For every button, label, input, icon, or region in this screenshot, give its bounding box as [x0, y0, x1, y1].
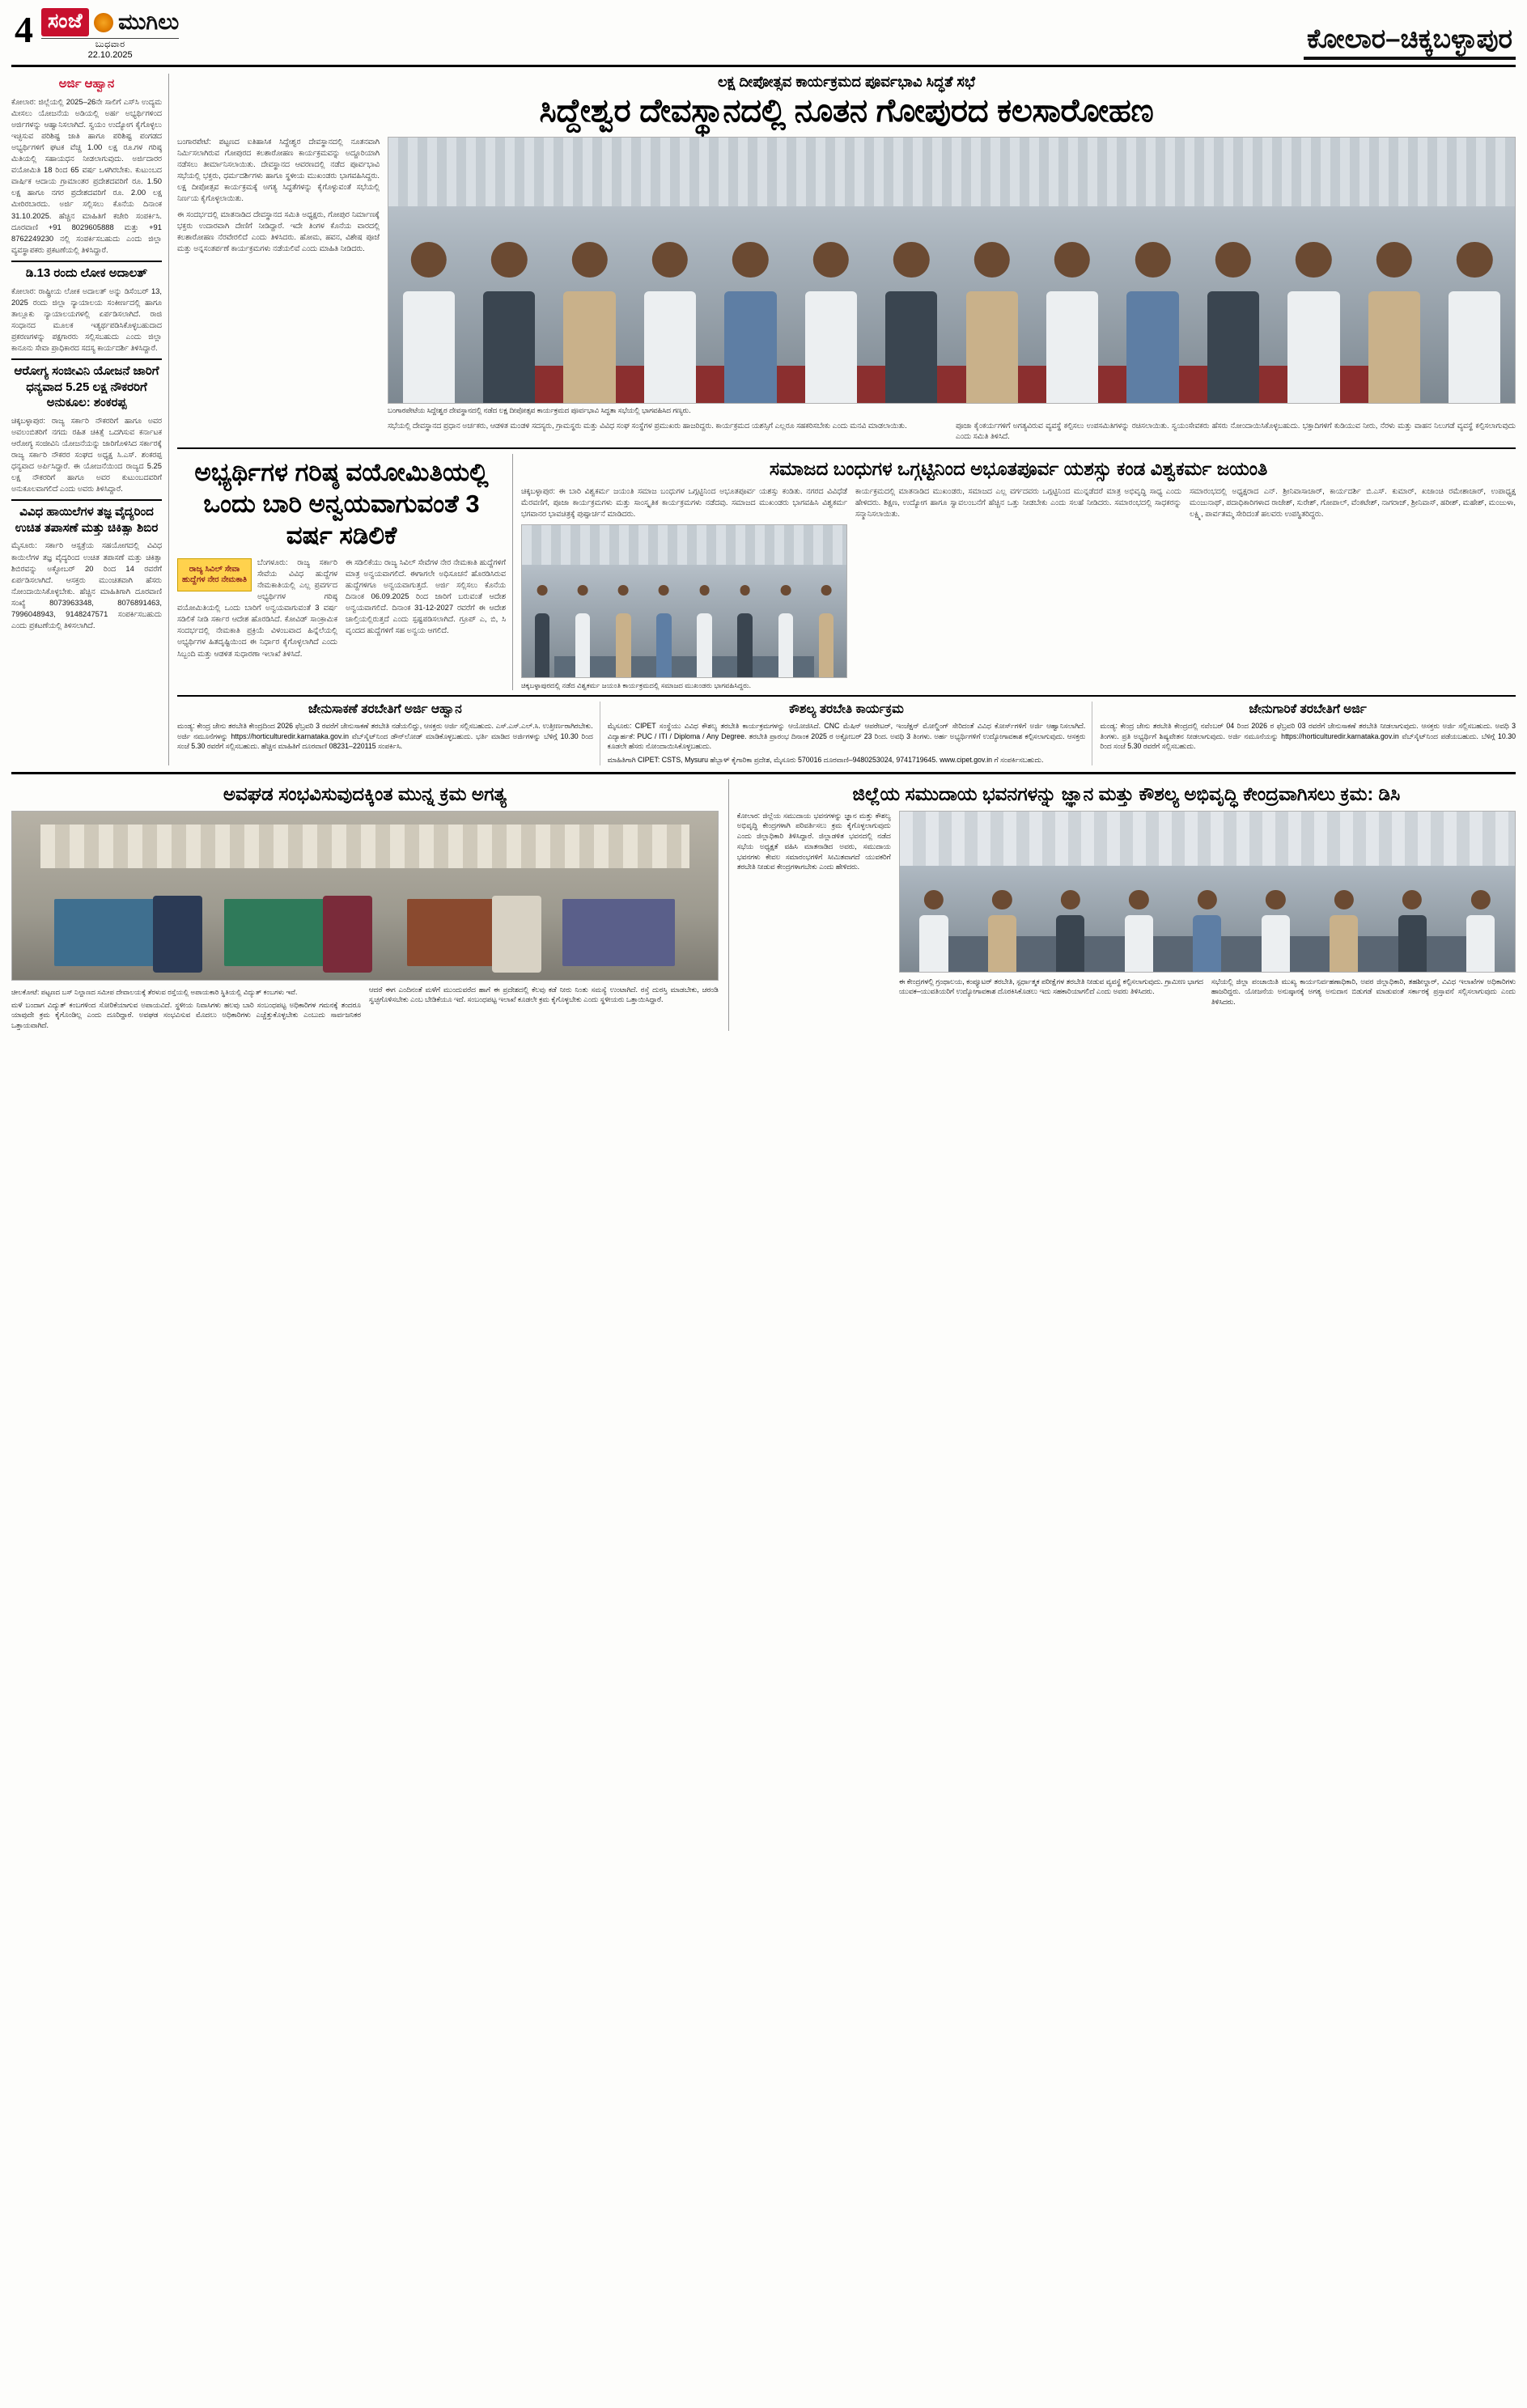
- top-story-photo: [388, 137, 1516, 404]
- story-badge: ರಾಜ್ಯ ಸಿವಿಲ್ ಸೇವಾ ಹುದ್ದೆಗಳ ನೇರ ನೇಮಕಾತಿ: [177, 558, 252, 591]
- story-col2: ಕಾರ್ಯಕ್ರಮದಲ್ಲಿ ಮಾತನಾಡಿದ ಮುಖಂಡರು, ಸಮಾಜದ ಎಲ್ಲ ವರ್ಗದವರು ಒಗ್ಗಟ್ಟಿನಿಂದ ಮುನ್ನಡೆದರೆ ಮಾತ್ರ ಅಭಿವೃದ್ಧಿ ಸಾಧ್ಯ ಎಂದು ಹೇಳಿದರು. ಶಿಕ್ಷಣ, ಉದ್ಯೋಗ ಹಾಗೂ ಸ್ವಾವಲಂಬನೆಗೆ ಹೆಚ್ಚಿನ ಒತ್ತು ನೀಡಬೇಕು ಎಂದು ಸಲಹೆ ನೀಡಿದರು. ಸಮಾರಂಭದಲ್ಲಿ ಸಾಧಕರನ್ನು ಸನ್ಮಾನಿಸಲಾಯಿತು.: [855, 486, 1181, 519]
- logo-word: ಮುಗಿಲು: [118, 9, 180, 34]
- top-story: [177, 74, 1516, 443]
- story-photo: [11, 811, 719, 981]
- notice-lok-adalat: [11, 265, 162, 354]
- notice-body: ಮೈಸೂರು: ಸರ್ಕಾರಿ ಆಸ್ಪತ್ರೆಯ ಸಹಯೋಗದಲ್ಲಿ ವಿವಿಧ ಕಾಯಿಲೆಗಳ ತಜ್ಞ ವೈದ್ಯರಿಂದ ಉಚಿತ ತಪಾಸಣೆ ಮತ್ತು ಚಿಕಿತ್ಸಾ ಶಿಬಿರವನ್ನು ಅಕ್ಟೋಬರ್ 20 ರಿಂದ 14 ರವರೆಗೆ ಏರ್ಪಡಿಸಲಾಗಿದೆ. ಆಸಕ್ತರು ಮುಂಚಿತವಾಗಿ ಹೆಸರು ನೋಂದಾಯಿಸಿಕೊಳ್ಳಬೇಕು. ಹೆಚ್ಚಿನ ಮಾಹಿತಿಗಾಗಿ ದೂರವಾಣಿ ಸಂಖ್ಯೆ 8073963348, 8076891463, 7996048943, 9148247571 ಸಂಪರ್ಕಿಸಬಹುದು ಎಂದು ಪ್ರಕಟಣೆಯಲ್ಲಿ ತಿಳಿಸಲಾಗಿದೆ.: [11, 541, 162, 630]
- notice-body: ಚಿಕ್ಕಬಳ್ಳಾಪುರ: ರಾಜ್ಯ ಸರ್ಕಾರಿ ನೌಕರರಿಗೆ ಹಾಗೂ ಅವರ ಅವಲಂಬಿತರಿಗೆ ನಗದು ರಹಿತ ಚಿಕಿತ್ಸೆ ಒದಗಿಸುವ ಕರ್ನಾಟಕ ಆರೋಗ್ಯ ಸಂಜೀವಿನಿ ಯೋಜನೆಯನ್ನು ಜಾರಿಗೊಳಿಸಿದ ಸರ್ಕಾರಕ್ಕೆ ರಾಜ್ಯ ಸರ್ಕಾರಿ ನೌಕರರ ಸಂಘದ ಅಧ್ಯಕ್ಷ ಸಿ.ಎಸ್. ಶಂಕರಪ್ಪ ಧನ್ಯವಾದ ಅರ್ಪಿಸಿದ್ದಾರೆ. ಈ ಯೋಜನೆಯಿಂದ ರಾಜ್ಯದ 5.25 ಲಕ್ಷ ನೌಕರರಿಗೆ ಹಾಗೂ ಅವರ ಕುಟುಂಬದವರಿಗೆ ಅನುಕೂಲವಾಗಲಿದೆ ಎಂದು ಅವರು ತಿಳಿಸಿದ್ದಾರೆ.: [11, 415, 162, 494]
- logo-badge: ಸಂಜೆ: [41, 8, 89, 36]
- notice-footer: ಮಾಹಿತಿಗಾಗಿ CIPET: CSTS, Mysuru ಹೆಬ್ಬಾಳ್ ಕೈಗಾರಿಕಾ ಪ್ರದೇಶ, ಮೈಸೂರು 570016 ದೂರವಾಣಿ–9480253024, 9741719645. www.cipet.gov.in ಗೆ ಸಂಪರ್ಕಿಸಬಹುದು.: [607, 756, 1044, 765]
- story-col2: ಈ ಕೇಂದ್ರಗಳಲ್ಲಿ ಗ್ರಂಥಾಲಯ, ಕಂಪ್ಯೂಟರ್ ತರಬೇತಿ, ಸ್ಪರ್ಧಾತ್ಮಕ ಪರೀಕ್ಷೆಗಳ ತರಬೇತಿ ನೀಡುವ ವ್ಯವಸ್ಥೆ ಕಲ್ಪಿಸಲಾಗುವುದು. ಗ್ರಾಮೀಣ ಭಾಗದ ಯುವಕ–ಯುವತಿಯರಿಗೆ ಉದ್ಯೋಗಾವಕಾಶ ದೊರಕಿಸಿಕೊಡಲು ಇದು ಸಹಕಾರಿಯಾಗಲಿದೆ ಎಂದು ಅವರು ತಿಳಿಸಿದರು.: [898, 977, 1203, 996]
- notice-arogya-sanjeevini: [11, 363, 162, 494]
- left-rail: [11, 74, 169, 765]
- story-vishwakarma-jayanti: [521, 454, 1516, 690]
- top-story-col4: ಪೂಜಾ ಕೈಂಕರ್ಯಗಳಿಗೆ ಅಗತ್ಯವಿರುವ ವ್ಯವಸ್ಥೆ ಕಲ್ಪಿಸಲು ಉಪಸಮಿತಿಗಳನ್ನು ರಚಿಸಲಾಯಿತು. ಸ್ವಯಂಸೇವಕರು ಹೆಸರು ನೋಂದಾಯಿಸಿಕೊಳ್ಳಬಹುದು. ಭಕ್ತಾದಿಗಳಿಗೆ ಕುಡಿಯುವ ನೀರು, ನೆರಳು ಮತ್ತು ವಾಹನ ನಿಲುಗಡೆ ವ್ಯವಸ್ಥೆ ಕಲ್ಪಿಸಲಾಗುವುದು ಎಂದು ಸಮಿತಿ ತಿಳಿಸಿದೆ.: [956, 421, 1516, 441]
- story-col1: ಚಿಕ್ಕಬಳ್ಳಾಪುರ: ಈ ಬಾರಿ ವಿಶ್ವಕರ್ಮ ಜಯಂತಿ ಸಮಾಜ ಬಂಧುಗಳ ಒಗ್ಗಟ್ಟಿನಿಂದ ಅಭೂತಪೂರ್ವ ಯಶಸ್ಸು ಕಂಡಿತು. ನಗರದ ವಿವಿಧೆಡೆ ಮೆರವಣಿಗೆ, ಪೂಜಾ ಕಾರ್ಯಕ್ರಮಗಳು ಮತ್ತು ಸಾಂಸ್ಕೃತಿಕ ಕಾರ್ಯಕ್ರಮಗಳು ನಡೆದವು. ಸಮಾಜದ ಮುಖಂಡರು ಭಾಗವಹಿಸಿ ವಿಶ್ವಕರ್ಮ ಭಗವಾನರ ಭಾವಚಿತ್ರಕ್ಕೆ ಪುಷ್ಪಾರ್ಚನೆ ಮಾಡಿದರು.: [521, 486, 847, 519]
- notice-body: ಕೋಲಾರ: ಜಿಲ್ಲೆಯಲ್ಲಿ 2025–26ನೇ ಸಾಲಿಗೆ ಎಸ್‌ಸಿ ಉದ್ಯಮ ಮೀಸಲು ಯೋಜನೆಯ ಅಡಿಯಲ್ಲಿ ಅರ್ಹ ಅಭ್ಯರ್ಥಿಗಳಿಂದ ಅರ್ಜಿಗಳನ್ನು ಆಹ್ವಾನಿಸಲಾಗಿದೆ. ಸ್ವಯಂ ಉದ್ಯೋಗ ಕೈಗೊಳ್ಳಲು ಇಚ್ಛಿಸುವ ಪರಿಶಿಷ್ಟ ಜಾತಿ ಹಾಗೂ ಪರಿಶಿಷ್ಟ ಪಂಗಡದ ಅಭ್ಯರ್ಥಿಗಳಿಗೆ ಘಟಕ ವೆಚ್ಚ 1.00 ಲಕ್ಷ ರೂ.ಗಳ ಗರಿಷ್ಠ ಮಿತಿಯಲ್ಲಿ ಸಹಾಯಧನ ನೀಡಲಾಗುವುದು. ಅರ್ಜಿದಾರರ ವಯೋಮಿತಿ 18 ರಿಂದ 65 ವರ್ಷ ಒಳಗಿರಬೇಕು. ಕುಟುಂಬದ ವಾರ್ಷಿಕ ಆದಾಯ ಗ್ರಾಮಾಂತರ ಪ್ರದೇಶದವರಿಗೆ ರೂ. 1.50 ಲಕ್ಷ ಹಾಗೂ ನಗರ ಪ್ರದೇಶದವರಿಗೆ ರೂ. 2.00 ಲಕ್ಷ ಮೀರಿರಬಾರದು. ಅರ್ಜಿ ಸಲ್ಲಿಸಲು ಕೊನೆಯ ದಿನಾಂಕ 31.10.2025. ಹೆಚ್ಚಿನ ಮಾಹಿತಿಗೆ ಕಚೇರಿ ಸಂಪರ್ಕಿಸಿ. ದೂರವಾಣಿ +91 8029605888 ಮತ್ತು +91 8762249230 ನಲ್ಲಿ ಸಂಪರ್ಕಿಸಬಹುದು ಎಂದು ಜಿಲ್ಲಾ ವ್ಯವಸ್ಥಾಪಕರು ಪ್ರಕಟಣೆಯಲ್ಲಿ ತಿಳಿಸಿದ್ದಾರೆ.: [11, 96, 162, 254]
- story-col2: ಆದರೆ ಈಗ ಎಂದಿನಂತೆ ಮಳೆಗೆ ಮುಂದುವರೆದ ಹಾಗೆ ಈ ಪ್ರದೇಶದಲ್ಲಿ ಕೆಲವು ಕಡೆ ನೀರು ನಿಂತು ಸಮಸ್ಯೆ ಉಂಟಾಗಿದೆ. ರಸ್ತೆ ದುರಸ್ತಿ ಮಾಡಬೇಕು, ಚರಂಡಿ ಸ್ವಚ್ಛಗೊಳಿಸಬೇಕು ಎಂಬ ಬೇಡಿಕೆಯೂ ಇದೆ. ಸಂಬಂಧಪಟ್ಟ ಇಲಾಖೆ ಕೂಡಲೇ ಕ್ರಮ ಕೈಗೊಳ್ಳಬೇಕು ಎಂದು ಸ್ಥಳೀಯರು ಒತ್ತಾಯಿಸಿದ್ದಾರೆ.: [368, 985, 719, 1004]
- top-story-strap: ಲಕ್ಷ ದೀಪೋತ್ಸವ ಕಾರ್ಯಕ್ರಮದ ಪೂರ್ವಭಾವಿ ಸಿದ್ಧತೆ ಸಭೆ: [717, 74, 975, 90]
- story-col3: ಸಭೆಯಲ್ಲಿ ಜಿಲ್ಲಾ ಪಂಚಾಯಿತಿ ಮುಖ್ಯ ಕಾರ್ಯನಿರ್ವಹಣಾಧಿಕಾರಿ, ಅಪರ ಜಿಲ್ಲಾಧಿಕಾರಿ, ತಹಶೀಲ್ದಾರ್, ವಿವಿಧ ಇಲಾಖೆಗಳ ಅಧಿಕಾರಿಗಳು ಹಾಜರಿದ್ದರು. ಯೋಜನೆಯ ಅನುಷ್ಠಾನಕ್ಕೆ ಅಗತ್ಯ ಅನುದಾನ ಬಿಡುಗಡೆ ಮಾಡುವಂತೆ ಸರ್ಕಾರಕ್ಕೆ ಪ್ರಸ್ತಾವನೆ ಸಲ್ಲಿಸಲಾಗುವುದು ಎಂದು ತಿಳಿಸಿದರು.: [1211, 977, 1516, 1007]
- story-community-halls: [728, 779, 1516, 1031]
- story-headline: ಸಮಾಜದ ಬಂಧುಗಳ ಒಗ್ಗಟ್ಟಿನಿಂದ ಅಭೂತಪೂರ್ವ ಯಶಸ್ಸು ಕಂಡ ವಿಶ್ವಕರ್ಮ ಜಯಂತಿ: [769, 458, 1268, 480]
- story-headline: ಅವಘಡ ಸಂಭವಿಸುವುದಕ್ಕಿಂತ ಮುನ್ನ ಕ್ರಮ ಅಗತ್ಯ: [223, 782, 507, 804]
- notice-health-camp: [11, 504, 162, 631]
- notice-beekeeping-1: [177, 702, 600, 765]
- story-photo: [521, 524, 847, 678]
- top-story-col3: ಸಭೆಯಲ್ಲಿ ದೇವಸ್ಥಾನದ ಪ್ರಧಾನ ಅರ್ಚಕರು, ಆಡಳಿತ ಮಂಡಳಿ ಸದಸ್ಯರು, ಗ್ರಾಮಸ್ಥರು ಮತ್ತು ವಿವಿಧ ಸಂಘ ಸಂಸ್ಥೆಗಳ ಪ್ರಮುಖರು ಹಾಜರಿದ್ದರು. ಕಾರ್ಯಕ್ರಮದ ಯಶಸ್ಸಿಗೆ ಎಲ್ಲರೂ ಸಹಕರಿಸಬೇಕು ಎಂದು ಮನವಿ ಮಾಡಲಾಯಿತು.: [388, 421, 907, 430]
- flower-icon: [94, 13, 113, 32]
- notice-beekeeping-2: [1100, 702, 1516, 765]
- page-number: 4: [15, 9, 33, 50]
- story-photo-caption: ಚೀಲಕೋಟೆ: ಪಟ್ಟಣದ ಬಸ್ ನಿಲ್ದಾಣದ ಸಮೀಪ ದೇವಾಲಯಕ್ಕೆ ತೆರಳುವ ರಸ್ತೆಯಲ್ಲಿ ಅಪಾಯಕಾರಿ ಸ್ಥಿತಿಯಲ್ಲಿ ವಿದ್ಯುತ್ ಕಂಬಗಳು ಇವೆ.: [11, 987, 298, 996]
- story-col1: ಕೋಲಾರ: ಜಿಲ್ಲೆಯ ಸಮುದಾಯ ಭವನಗಳನ್ನು ಜ್ಞಾನ ಮತ್ತು ಕೌಶಲ್ಯ ಅಭಿವೃದ್ಧಿ ಕೇಂದ್ರಗಳಾಗಿ ಪರಿವರ್ತಿಸಲು ಕ್ರಮ ಕೈಗೊಳ್ಳಲಾಗುವುದು ಎಂದು ಜಿಲ್ಲಾಧಿಕಾರಿ ತಿಳಿಸಿದ್ದಾರೆ. ಜಿಲ್ಲಾಡಳಿತ ಭವನದಲ್ಲಿ ನಡೆದ ಸಭೆಯ ಅಧ್ಯಕ್ಷತೆ ವಹಿಸಿ ಮಾತನಾಡಿದ ಅವರು, ಸಮುದಾಯ ಭವನಗಳು ಕೇವಲ ಸಮಾರಂಭಗಳಿಗೆ ಸೀಮಿತವಾಗದೆ ಯುವಕರಿಗೆ ತರಬೇತಿ ನೀಡುವ ಕೇಂದ್ರಗಳಾಗಬೇಕು ಎಂದು ಹೇಳಿದರು.: [736, 811, 891, 871]
- notice-title: ಕೌಶಲ್ಯ ತರಬೇತಿ ಕಾರ್ಯಕ್ರಮ: [789, 702, 904, 717]
- story-photo: [899, 811, 1516, 973]
- publication-logo: [41, 8, 179, 60]
- notice-body: ಮಂಡ್ಯ: ಕೇಂದ್ರ ಜೇನು ತರಬೇತಿ ಕೇಂದ್ರದಲ್ಲಿ ನವೆಂಬರ್ 04 ರಿಂದ 2026 ರ ಫೆಬ್ರವರಿ 03 ರವರೆಗೆ ಜೇನುಸಾಕಣೆ ತರಬೇತಿ ನೀಡಲಾಗುವುದು. ಆಸಕ್ತರು ಅರ್ಜಿ ಸಲ್ಲಿಸಬಹುದು. ಅವಧಿ 3 ತಿಂಗಳು. ಪ್ರತಿ ಅಭ್ಯರ್ಥಿಗೆ ಶಿಷ್ಯವೇತನ ನೀಡಲಾಗುವುದು. ಅರ್ಜಿ ನಮೂನೆಯನ್ನು https://horticulturedir.karnataka.gov.in ವೆಬ್‌ಸೈಟ್‌ನಿಂದ ಪಡೆಯಬಹುದು. ಬೆಳಿಗ್ಗೆ 10.30 ರಿಂದ ಸಂಜೆ 5.30 ರವರೆಗೆ ಸಲ್ಲಿಸಬಹುದು.: [1100, 721, 1516, 751]
- top-story-col1: ಬಂಗಾರಪೇಟೆ: ಪಟ್ಟಣದ ಐತಿಹಾಸಿಕ ಸಿದ್ದೇಶ್ವರ ದೇವಸ್ಥಾನದಲ್ಲಿ ನೂತನವಾಗಿ ನಿರ್ಮಿಸಲಾಗಿರುವ ಗೋಪುರದ ಕಲಶಾರೋಹಣ ಕಾರ್ಯಕ್ರಮವನ್ನು ಅದ್ದೂರಿಯಾಗಿ ನಡೆಸಲು ತೀರ್ಮಾನಿಸಲಾಯಿತು. ದೇವಸ್ಥಾನದ ಆವರಣದಲ್ಲಿ ನಡೆದ ಪೂರ್ವಭಾವಿ ಸಭೆಯಲ್ಲಿ ಭಕ್ತರು, ಧರ್ಮದರ್ಶಿಗಳು ಹಾಗೂ ಸ್ಥಳೀಯ ಮುಖಂಡರು ಭಾಗವಹಿಸಿದ್ದರು. ಲಕ್ಷ ದೀಪೋತ್ಸವ ಕಾರ್ಯಕ್ರಮಕ್ಕೆ ಅಗತ್ಯ ಸಿದ್ಧತೆಗಳನ್ನು ಕೈಗೊಳ್ಳುವಂತೆ ಸಭೆಯಲ್ಲಿ ನಿರ್ಣಯ ಕೈಗೊಳ್ಳಲಾಯಿತು.: [177, 138, 380, 202]
- main-column: [177, 74, 1516, 765]
- story-col2: ಈ ಸಡಿಲಿಕೆಯು ರಾಜ್ಯ ಸಿವಿಲ್ ಸೇವೆಗಳ ನೇರ ನೇಮಕಾತಿ ಹುದ್ದೆಗಳಿಗೆ ಮಾತ್ರ ಅನ್ವಯವಾಗಲಿದೆ. ಈಗಾಗಲೇ ಅಧಿಸೂಚನೆ ಹೊರಡಿಸಿರುವ ಹುದ್ದೆಗಳಿಗೂ ಅನ್ವಯವಾಗುತ್ತದೆ. ಅರ್ಜಿ ಸಲ್ಲಿಸಲು ಕೊನೆಯ ದಿನಾಂಕ 06.09.2025 ರಿಂದ ಜಾರಿಗೆ ಬರುವಂತೆ ಆದೇಶ ಅನ್ವಯವಾಗಲಿದೆ. ದಿನಾಂಕ 31-12-2027 ರವರೆಗೆ ಈ ಆದೇಶ ಚಾಲ್ತಿಯಲ್ಲಿರುತ್ತದೆ ಎಂದು ಸ್ಪಷ್ಟಪಡಿಸಲಾಗಿದೆ. ಗ್ರೂಪ್ ಎ, ಬಿ, ಸಿ ವೃಂದದ ಹುದ್ದೆಗಳಿಗೆ ಸಹ ಅನ್ವಯ ಆಗಲಿದೆ.: [346, 557, 506, 635]
- notice-body: ಮೈಸೂರು: CIPET ಸಂಸ್ಥೆಯು ವಿವಿಧ ಕೌಶಲ್ಯ ತರಬೇತಿ ಕಾರ್ಯಕ್ರಮಗಳನ್ನು ಆಯೋಜಿಸಿದೆ. CNC ಮೆಷಿನ್ ಆಪರೇಟರ್, ಇಂಜೆಕ್ಷನ್ ಮೋಲ್ಡಿಂಗ್ ಸೇರಿದಂತೆ ವಿವಿಧ ಕೋರ್ಸ್‌ಗಳಿಗೆ ಅರ್ಜಿ ಆಹ್ವಾನಿಸಲಾಗಿದೆ. ವಿದ್ಯಾರ್ಹತೆ: PUC / ITI / Diploma / Any Degree. ತರಬೇತಿ ಪ್ರಾರಂಭ ದಿನಾಂಕ 2025 ರ ಅಕ್ಟೋಬರ್ 23 ರಿಂದ. ಅವಧಿ 3 ತಿಂಗಳು. ಅರ್ಹ ಅಭ್ಯರ್ಥಿಗಳಿಗೆ ಉದ್ಯೋಗಾವಕಾಶ ಕಲ್ಪಿಸಲಾಗುವುದು. ಆಸಕ್ತರು ಕೂಡಲೇ ಹೆಸರು ನೋಂದಾಯಿಸಿಕೊಳ್ಳಬಹುದು.: [607, 721, 1086, 751]
- notice-title: ಜೇನುಗಾರಿಕೆ ತರಬೇತಿಗೆ ಅರ್ಜಿ: [1249, 702, 1367, 717]
- top-story-headline: ಸಿದ್ದೇಶ್ವರ ದೇವಸ್ಥಾನದಲ್ಲಿ ನೂತನ ಗೋಪುರದ ಕಲಸಾರೋಹಣ: [539, 93, 1154, 129]
- notice-title: ಜೇನುಸಾಕಣೆ ತರಬೇತಿಗೆ ಅರ್ಜಿ ಆಹ್ವಾನ: [308, 702, 462, 717]
- notice-heading: ವಿವಿಧ ಹಾಯಿಲೆಗಳ ತಜ್ಞ ವೈದ್ಯರಿಂದ ಉಚಿತ ತಪಾಸಣೆ ಮತ್ತು ಚಿಕಿತ್ಸಾ ಶಿಬಿರ: [15, 505, 159, 535]
- notice-heading: ಅರ್ಜಿ ಆಹ್ವಾನ: [58, 77, 115, 91]
- story-col1: ಬೆಂಗಳೂರು: ರಾಜ್ಯ ಸರ್ಕಾರಿ ಸೇವೆಯ ವಿವಿಧ ಹುದ್ದೆಗಳ ನೇಮಕಾತಿಯಲ್ಲಿ ಎಲ್ಲ ಪ್ರವರ್ಗದ ಅಭ್ಯರ್ಥಿಗಳ ಗರಿಷ್ಠ ವಯೋಮಿತಿಯಲ್ಲಿ ಒಂದು ಬಾರಿಗೆ ಅನ್ವಯವಾಗುವಂತೆ 3 ವರ್ಷ ಸಡಿಲಿಕೆ ನೀಡಿ ಸರ್ಕಾರ ಆದೇಶ ಹೊರಡಿಸಿದೆ. ಕೋವಿಡ್ ಸಾಂಕ್ರಾಮಿಕ ಸಂದರ್ಭದಲ್ಲಿ ನೇಮಕಾತಿ ಪ್ರಕ್ರಿಯೆ ವಿಳಂಬವಾದ ಹಿನ್ನೆಲೆಯಲ್ಲಿ ಅಭ್ಯರ್ಥಿಗಳ ಹಿತದೃಷ್ಟಿಯಿಂದ ಈ ನಿರ್ಧಾರ ಕೈಗೊಳ್ಳಲಾಗಿದೆ ಎಂದು ಸಿಬ್ಬಂದಿ ಮತ್ತು ಆಡಳಿತ ಸುಧಾರಣಾ ಇಲಾಖೆ ತಿಳಿಸಿದೆ.: [177, 557, 337, 658]
- story-headline: ಜಿಲ್ಲೆಯ ಸಮುದಾಯ ಭವನಗಳನ್ನು ಜ್ಞಾನ ಮತ್ತು ಕೌಶಲ್ಯ ಅಭಿವೃದ್ಧಿ ಕೇಂದ್ರವಾಗಿಸಲು ಕ್ರಮ: ಡಿಸಿ: [852, 782, 1401, 804]
- notice-body: ಕೋಲಾರ: ರಾಷ್ಟ್ರೀಯ ಲೋಕ ಅದಾಲತ್ ಅನ್ನು ಡಿಸೆಂಬರ್ 13, 2025 ರಂದು ಜಿಲ್ಲಾ ನ್ಯಾಯಾಲಯ ಸಂಕೀರ್ಣದಲ್ಲಿ ಹಾಗೂ ತಾಲ್ಲೂಕು ನ್ಯಾಯಾಲಯಗಳಲ್ಲಿ ಏರ್ಪಡಿಸಲಾಗಿದೆ. ರಾಜಿ ಸಂಧಾನದ ಮೂಲಕ ಇತ್ಯರ್ಥಪಡಿಸಿಕೊಳ್ಳಬಹುದಾದ ಪ್ರಕರಣಗಳನ್ನು ಪಕ್ಷಗಾರರು ಸಲ್ಲಿಸಬಹುದು ಎಂದು ಜಿಲ್ಲಾ ಕಾನೂನು ಸೇವಾ ಪ್ರಾಧಿಕಾರದ ಸದಸ್ಯ ಕಾರ್ಯದರ್ಶಿ ತಿಳಿಸಿದ್ದಾರೆ.: [11, 286, 162, 353]
- story-age-relaxation: [177, 454, 513, 690]
- notices-strip: [177, 702, 1516, 765]
- middle-row: [177, 454, 1516, 690]
- story-headline: ಅಭ್ಯರ್ಥಿಗಳ ಗರಿಷ್ಠ ವಯೋಮಿತಿಯಲ್ಲಿ ಒಂದು ಬಾರಿ ಅನ್ವಯವಾಗುವಂತೆ 3 ವರ್ಷ ಸಡಿಲಿಕೆ: [194, 458, 489, 549]
- story-col3: ಸಮಾರಂಭದಲ್ಲಿ ಅಧ್ಯಕ್ಷರಾದ ಎನ್. ಶ್ರೀನಿವಾಸಾಚಾರ್, ಕಾರ್ಯದರ್ಶಿ ಬಿ.ಎಸ್. ಕುಮಾರ್, ಖಜಾಂಚಿ ರಮೇಶಾಚಾರ್, ಉಪಾಧ್ಯಕ್ಷ ಮಂಜುನಾಥ್, ಪದಾಧಿಕಾರಿಗಳಾದ ರಾಜೇಶ್, ಸುರೇಶ್, ಗೋಪಾಲ್, ವೆಂಕಟೇಶ್, ನಾಗರಾಜ್, ಶ್ರೀನಿವಾಸ್, ಹರೀಶ್, ಮಹೇಶ್, ಮಂಜುಳಾ, ಲಕ್ಷ್ಮಿ, ಪಾರ್ವತಮ್ಮ ಸೇರಿದಂತೆ ಹಲವರು ಉಪಸ್ಥಿತರಿದ್ದರು.: [1190, 486, 1516, 519]
- edition-day: ಬುಧವಾರ: [41, 38, 179, 50]
- publication-date: 22.10.2025: [87, 50, 133, 60]
- story-col1: ಮಳೆ ಬಂದಾಗ ವಿದ್ಯುತ್ ಕಂಬಗಳಿಂದ ಸೋರಿಕೆಯಾಗುವ ಅಪಾಯವಿದೆ. ಸ್ಥಳೀಯ ನಿವಾಸಿಗಳು ಹಲವು ಬಾರಿ ಸಂಬಂಧಪಟ್ಟ ಅಧಿಕಾರಿಗಳ ಗಮನಕ್ಕೆ ತಂದರೂ ಯಾವುದೇ ಕ್ರಮ ಕೈಗೊಂಡಿಲ್ಲ ಎಂದು ದೂರಿದ್ದಾರೆ. ಅವಘಡ ಸಂಭವಿಸುವ ಮೊದಲು ಅಧಿಕಾರಿಗಳು ಎಚ್ಚೆತ್ತುಕೊಳ್ಳಬೇಕು ಎಂಬುದು ಸಾರ್ವಜನಿಕರ ಒತ್ತಾಯವಾಗಿದೆ.: [11, 1000, 361, 1030]
- edition-region: ಕೋಲಾರ–ಚಿಕ್ಕಬಳ್ಳಾಪುರ: [1304, 15, 1516, 60]
- top-story-col2: ಈ ಸಂದರ್ಭದಲ್ಲಿ ಮಾತನಾಡಿದ ದೇವಸ್ಥಾನದ ಸಮಿತಿ ಅಧ್ಯಕ್ಷರು, ಗೋಪುರ ನಿರ್ಮಾಣಕ್ಕೆ ಭಕ್ತರು ಉದಾರವಾಗಿ ದೇಣಿಗೆ ನೀಡಿದ್ದಾರೆ. ಇದೇ ತಿಂಗಳ ಕೊನೆಯ ವಾರದಲ್ಲಿ ಕಲಶಾರೋಹಣ ನೆರವೇರಲಿದೆ ಎಂದು ತಿಳಿಸಿದರು. ಹೋಮ, ಹವನ, ವಿಶೇಷ ಪೂಜೆ ಮತ್ತು ಅನ್ನಸಂತರ್ಪಣೆ ಕಾರ್ಯಕ್ರಮಗಳು ನಡೆಯಲಿವೆ ಎಂದು ಮಾಹಿತಿ ನೀಡಿದರು.: [177, 210, 380, 252]
- story-road-hazard: [11, 779, 719, 1031]
- story-photo-caption: ಚಿಕ್ಕಬಳ್ಳಾಪುರದಲ್ಲಿ ನಡೆದ ವಿಶ್ವಕರ್ಮ ಜಯಂತಿ ಕಾರ್ಯಕ್ರಮದಲ್ಲಿ ಸಮಾಜದ ಮುಖಂಡರು ಭಾಗವಹಿಸಿದ್ದರು.: [521, 681, 751, 690]
- notice-arji-ahvana: [11, 76, 162, 256]
- top-story-photo-caption: ಬಂಗಾರಪೇಟೆಯ ಸಿದ್ದೇಶ್ವರ ದೇವಸ್ಥಾನದಲ್ಲಿ ನಡೆದ ಲಕ್ಷ ದೀಪೋತ್ಸವ ಕಾರ್ಯಕ್ರಮದ ಪೂರ್ವಭಾವಿ ಸಿದ್ಧತಾ ಸಭೆಯಲ್ಲಿ ಭಾಗವಹಿಸಿದ ಗಣ್ಯರು.: [388, 406, 691, 415]
- masthead: [11, 8, 1516, 67]
- notice-heading: ಡಿ.13 ರಂದು ಲೋಕ ಅದಾಲತ್: [25, 266, 148, 281]
- notice-body: ಮಂಡ್ಯ: ಕೇಂದ್ರ ಜೇನು ತರಬೇತಿ ಕೇಂದ್ರದಿಂದ 2026 ಫೆಬ್ರವರಿ 3 ರವರೆಗೆ ಜೇನುಸಾಕಣೆ ತರಬೇತಿ ನಡೆಯಲಿದ್ದು, ಆಸಕ್ತರು ಅರ್ಜಿ ಸಲ್ಲಿಸಬಹುದು. ಎಸ್.ಎಸ್.ಎಲ್.ಸಿ. ಉತ್ತೀರ್ಣರಾಗಿರಬೇಕು. ಅರ್ಜಿ ನಮೂನೆಗಳನ್ನು https://horticulturedir.karnataka.gov.in ವೆಬ್‌ಸೈಟ್‌ನಿಂದ ಡೌನ್‌ಲೋಡ್ ಮಾಡಿಕೊಳ್ಳಬಹುದು. ಭರ್ತಿ ಮಾಡಿದ ಅರ್ಜಿಗಳನ್ನು ಬೆಳಿಗ್ಗೆ 10.30 ರಿಂದ ಸಂಜೆ 5.30 ರವರೆಗೆ ಸಲ್ಲಿಸಬಹುದು. ಹೆಚ್ಚಿನ ಮಾಹಿತಿಗೆ ದೂರವಾಣಿ 08231–220115 ಸಂಪರ್ಕಿಸಿ.: [177, 721, 593, 751]
- bottom-section: [11, 779, 1516, 1031]
- notice-heading: ಆರೋಗ್ಯ ಸಂಜೀವಿನಿ ಯೋಜನೆ ಜಾರಿಗೆ ಧನ್ಯವಾದ 5.25 ಲಕ್ಷ ನೌಕರರಿಗೆ ಅನುಕೂಲ: ಶಂಕರಪ್ಪ: [14, 364, 159, 410]
- notice-skill-training: [608, 702, 1093, 765]
